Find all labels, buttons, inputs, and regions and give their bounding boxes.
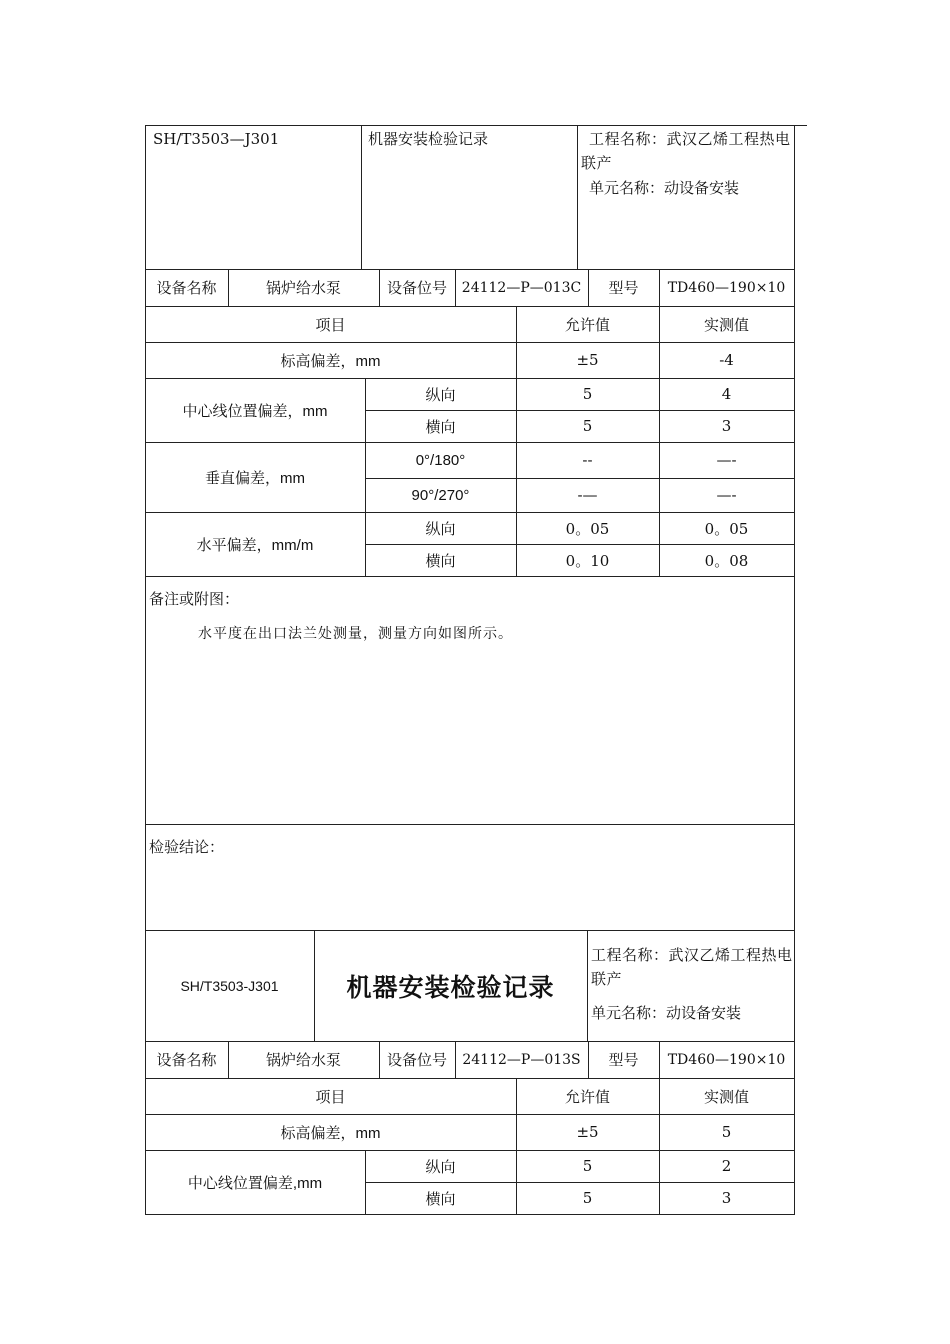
- equip-name-label-2: 设备名称: [156, 1051, 217, 1069]
- item-header-2: 项目: [315, 1087, 346, 1106]
- vertical-label: 垂直偏差，mm: [205, 469, 305, 487]
- center2-allow-2: 5: [582, 1189, 593, 1207]
- center-measured-2: 3: [721, 417, 732, 435]
- center2-allow-1: 5: [582, 1157, 593, 1175]
- level-label: 水平偏差，mm/m: [196, 536, 314, 554]
- equip-pos-label: 设备位号: [386, 279, 447, 297]
- center-measured-1: 4: [721, 385, 732, 403]
- center-dir-1: 纵向: [425, 385, 456, 404]
- center-dir-2: 横向: [425, 417, 456, 436]
- form-title-2: 机器安装检验记录: [346, 973, 555, 1002]
- form-code-2: SH/T3503-J301: [180, 977, 279, 994]
- equip-name-label: 设备名称: [156, 279, 217, 297]
- allow-header: 允许值: [564, 315, 610, 334]
- center2-dir-2: 横向: [425, 1189, 456, 1208]
- remarks-text: 水平度在出口法兰处测量，测量方向如图所示。: [198, 626, 513, 642]
- center-label-2: 中心线位置偏差,mm: [187, 1174, 323, 1192]
- elevation-allow-2: ±5: [576, 1123, 599, 1141]
- center-label: 中心线位置偏差，mm: [182, 402, 328, 420]
- measured-header-2: 实测值: [703, 1087, 749, 1106]
- level-allow-2: 0。10: [565, 551, 610, 570]
- level-dir-2: 横向: [425, 551, 456, 570]
- equip-name-2: 锅炉给水泵: [265, 1051, 341, 1069]
- project-name: 工程名称：武汉乙烯工程热电联产: [581, 130, 791, 172]
- unit-name-2: 单元名称：动设备安装: [591, 1004, 742, 1022]
- unit-name: 单元名称：动设备安装: [589, 179, 740, 197]
- center-allow-1: 5: [582, 385, 593, 403]
- model-label-2: 型号: [608, 1051, 639, 1069]
- conclusion-label: 检验结论：: [149, 838, 225, 856]
- equip-pos-2: 24112—P—013S: [462, 1051, 581, 1068]
- level-dir-1: 纵向: [425, 519, 456, 538]
- vertical-dir-1: 0°/180°: [415, 451, 466, 469]
- center-allow-2: 5: [582, 417, 593, 435]
- vertical-allow-2: -—: [577, 486, 598, 504]
- model-value: TD460—190×10: [667, 279, 786, 296]
- allow-header-2: 允许值: [564, 1087, 610, 1106]
- elevation-allow: ±5: [576, 351, 599, 369]
- center2-measured-2: 3: [721, 1189, 732, 1207]
- form-code: SH/T3503—J301: [153, 130, 280, 148]
- elevation-measured: -4: [719, 351, 734, 369]
- elevation-label-text: 标高偏差，mm: [280, 352, 381, 370]
- remarks-label: 备注或附图：: [149, 590, 240, 608]
- form-title: 机器安装检验记录: [368, 130, 489, 148]
- project-name-2: 工程名称：武汉乙烯工程热电联产: [591, 946, 793, 988]
- level-allow-1: 0。05: [565, 519, 610, 538]
- measured-header: 实测值: [703, 315, 749, 334]
- item-header: 项目: [315, 315, 346, 334]
- elevation-label: [145, 342, 516, 378]
- elevation-measured-2: 5: [721, 1123, 732, 1141]
- center2-measured-1: 2: [721, 1157, 732, 1175]
- model-value-2: TD460—190×10: [667, 1051, 786, 1068]
- vertical-dir-2: 90°/270°: [411, 486, 470, 504]
- center2-dir-1: 纵向: [425, 1157, 456, 1176]
- equip-pos: 24112—P—013C: [461, 279, 582, 296]
- level-measured-1: 0。05: [704, 519, 749, 538]
- vertical-allow-1: --: [582, 451, 593, 469]
- level-measured-2: 0。08: [704, 551, 749, 570]
- elevation-label-2: 标高偏差，mm: [280, 1124, 381, 1142]
- equip-pos-label-2: 设备位号: [386, 1051, 447, 1069]
- vertical-measured-2: —-: [716, 486, 737, 504]
- model-label: 型号: [608, 279, 639, 297]
- vertical-measured-1: —-: [716, 451, 737, 469]
- equip-name: 锅炉给水泵: [265, 279, 341, 297]
